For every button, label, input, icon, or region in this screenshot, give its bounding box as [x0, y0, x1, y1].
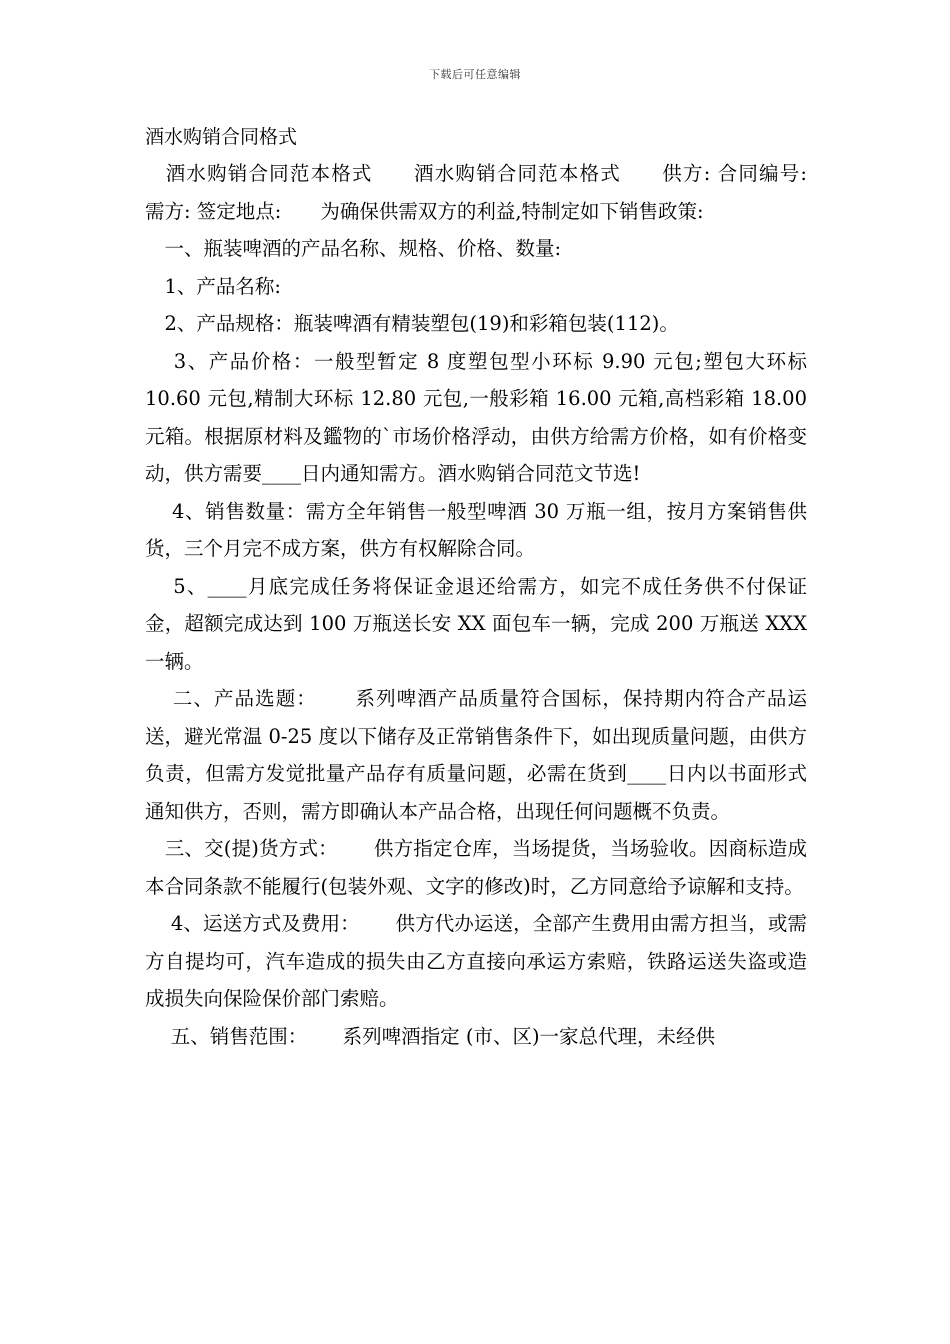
paragraph-product-quality: 二、产品选题： 系列啤酒产品质量符合国标，保持期内符合产品运送，避光常温 0-25 度以下储存及正常销售条件下，如出现质量问题，由供方负责，但需方发觉批量产品存有质量问题，必需在货到____日内以书面形式通知供方，否则，需方即确认本产品合格，出现任何问题概不负责。 — [145, 687, 807, 823]
page-header: 下载后可任意编辑 — [429, 68, 521, 81]
paragraph-section-1-heading: 一、瓶装啤酒的产品名称、规格、价格、数量: — [145, 237, 562, 260]
paragraph-product-name: 1、产品名称: — [145, 274, 281, 298]
document-title: 酒水购销合同格式 — [145, 126, 298, 148]
document-body — [145, 155, 847, 1055]
paragraph-product-price: 3、产品价格：一般型暂定 8 度塑包型小环标 9.90 元包;塑包大环标 10.60 元包,精制大环标 12.80 元包,一般彩箱 16.00 元箱,高档彩箱 18.00 元箱。根据原材料及鑑物的`市场价格浮动，由供方给需方价格，如有价格变动，供方需要____日内通知需方。酒水购销合同范文节选! — [145, 349, 807, 485]
paragraph-sales-quantity: 4、销售数量：需方全年销售一般型啤酒 30 万瓶一组，按月方案销售供货，三个月完不成方案，供方有权解除合同。 — [145, 499, 807, 560]
paragraph-delivery-method: 三、交(提)货方式： 供方指定仓库，当场提货，当场验收。因商标造成本合同条款不能履行(包装外观、文字的修改)时，乙方同意给予谅解和支持。 — [145, 837, 807, 898]
paragraph-transport: 4、运送方式及费用： 供方代办运送，全部产生费用由需方担当，或需方自提均可，汽车造成的损失由乙方直接向承运方索赔，铁路运送失盗或造成损失向保险保价部门索赔。 — [145, 912, 807, 1010]
paragraph-sales-scope: 五、销售范围： 系列啤酒指定 (市、区)一家总代理，未经供 — [145, 1024, 716, 1048]
paragraph-intro: 酒水购销合同范本格式 酒水购销合同范本格式 供方: 合同编号: 需方: 签定地点: 为确保供需双方的利益,特制定如下销售政策: — [145, 162, 847, 223]
paragraph-product-spec: 2、产品规格：瓶装啤酒有精装塑包(19)和彩箱包装(112)。 — [145, 312, 679, 335]
paragraph-deposit: 5、____月底完成任务将保证金退还给需方，如完不成任务供不付保证金，超额完成达到 100 万瓶送长安 XX 面包车一辆，完成 200 万瓶送 XXX 一辆。 — [145, 574, 807, 673]
